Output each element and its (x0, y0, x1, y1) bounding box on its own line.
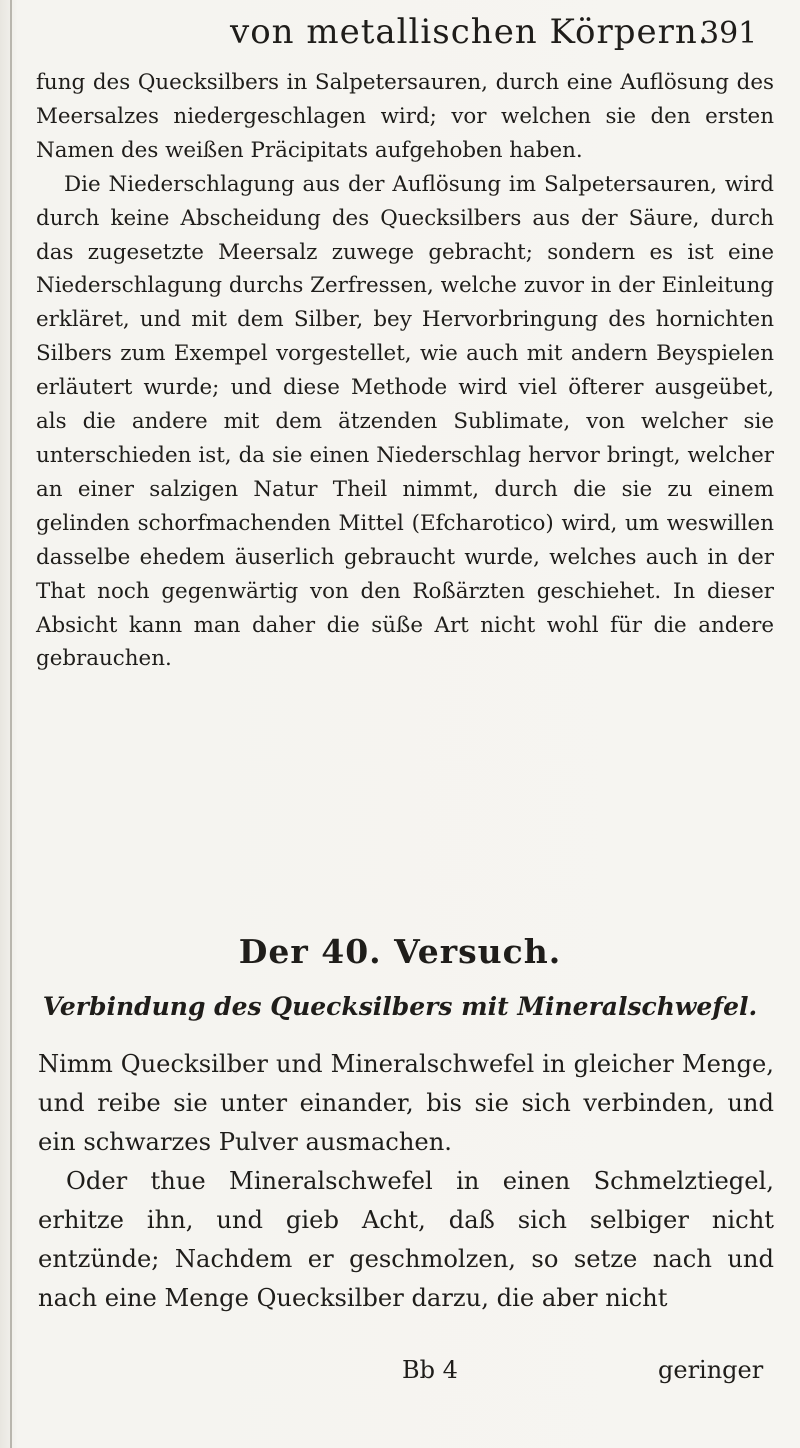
page-binding-edge (10, 0, 12, 1448)
section-subtitle: Verbindung des Quecksilbers mit Mineralschwefel. (42, 992, 758, 1021)
body-text-lower (38, 1045, 774, 1318)
body-text-upper (36, 66, 774, 676)
page-header (0, 6, 800, 60)
paragraph: Nimm Quecksilber und Mineralschwefel in gleicher Menge, und reibe sie unter einander, bis sie sich verbinden, und ein schwarzes Pulver ausmachen. (38, 1050, 774, 1156)
paragraph: Oder thue Mineralschwefel in einen Schmelztiegel, erhitze ihn, und gieb Acht, daß sich selbiger nicht entzünde; Nachdem er geschmolzen, so setze nach und nach eine Menge Quecksilber darzu, die aber nicht (38, 1167, 774, 1312)
page-footer (0, 1356, 800, 1396)
page-number: 391 (700, 16, 758, 51)
catchword: geringer (658, 1356, 764, 1384)
running-title: von metallischen Körpern. (230, 12, 710, 52)
signature-mark: Bb 4 (402, 1356, 458, 1384)
section-title: Der 40. Versuch. (238, 932, 562, 971)
paragraph: fung des Quecksilbers in Salpetersauren, durch eine Auflösung des Meersalzes niedergeschlagen wird; vor welchen sie den ersten Namen des weißen Präcipitats aufgehoben haben. (36, 70, 774, 163)
paragraph: Die Niederschlagung aus der Auflösung im Salpetersauren, wird durch keine Abscheidung des Quecksilbers aus der Säure, durch das zugesetzte Meersalz zuwege gebracht; sondern es ist eine Niederschlagung durchs Zerfressen, welche zuvor in der Einleitung erkläret, und mit dem Silber, bey Hervorbringung des hornichten Silbers zum Exempel vorgestellet, wie auch mit andern Beyspielen erläutert wurde; und diese Methode wird viel öfterer ausgeübet, als die andere mit dem ätzenden Sublimate, von welcher sie unterschieden ist, da sie einen Niederschlag hervor bringt, welcher an einer salzigen Natur Theil nimmt, durch die sie zu einem gelinden schorfmachenden Mittel (Efcharotico) wird, um weswillen dasselbe ehedem äuserlich gebraucht wurde, welches auch in der That noch gegenwärtig von den Roßärzten geschiehet. In dieser Absicht kann man daher die süße Art nicht wohl für die andere gebrauchen. (36, 171, 774, 672)
